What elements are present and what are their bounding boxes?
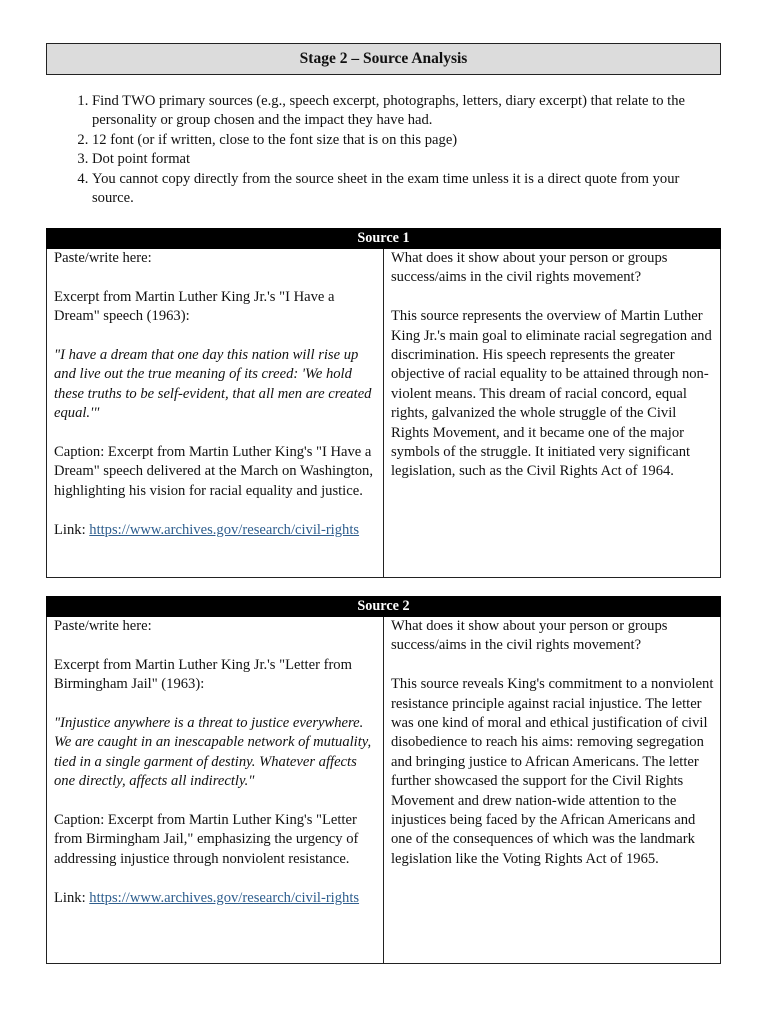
link-label: Link:	[54, 521, 90, 538]
instructions-list	[54, 92, 724, 208]
analysis-question: What does it show about your person or groups success/aims in the civil rights movement?	[391, 618, 668, 654]
analysis-answer: This source reveals King's commitment to a nonviolent resistance principle against racial injustice. The letter was one kind of moral and ethical justification of civil disobedience to reach his aims: removing segregation and bringing justice to African Americans. The letter further showcased the support for the Civil Rights Movement and drew nation-wide attention to the injustices being faced by the African Americans and one of the consequences of which was the landmark legislation like the Voting Rights Act of 1965.	[391, 676, 714, 867]
source-link-line	[54, 521, 377, 540]
source-1-table	[46, 228, 721, 578]
excerpt-caption: Caption: Excerpt from Martin Luther King's "Letter from Birmingham Jail," emphasizing the urgency of addressing injustice through nonviolent resistance.	[54, 812, 359, 867]
source-1-paste-cell	[47, 249, 384, 578]
source-link-line	[54, 889, 377, 908]
excerpt-caption: Caption: Excerpt from Martin Luther King's "I Have a Dream" speech delivered at the March on Washington, highlighting his vision for racial equality and justice.	[54, 444, 373, 499]
page-title	[46, 43, 721, 75]
source-1-header: Source 1	[47, 229, 721, 249]
instruction-item: 1. Find TWO primary sources (e.g., speech excerpt, photographs, letters, diary excerpt) that relate to the personality or group chosen and the impact they have had.	[92, 92, 724, 131]
source-1-analysis-cell	[384, 249, 721, 578]
excerpt-title: Excerpt from Martin Luther King Jr.'s "Letter from Birmingham Jail" (1963):	[54, 656, 352, 693]
excerpt-quote: "I have a dream that one day this nation will rise up and live out the true meaning of its creed: 'We hold these truths to be self-evident, that all men are created equal.'"	[54, 347, 372, 422]
source-2-analysis-cell	[384, 617, 721, 964]
source-2-header: Source 2	[47, 597, 721, 617]
source-link[interactable]: https://www.archives.gov/research/civil-rights	[89, 521, 360, 538]
link-label: Link:	[54, 889, 90, 906]
paste-label: Paste/write here:	[54, 250, 152, 266]
instruction-item: 3. Dot point format	[92, 150, 724, 169]
source-2-paste-cell	[47, 617, 384, 964]
analysis-question: What does it show about your person or groups success/aims in the civil rights movement?	[391, 250, 668, 286]
analysis-answer: This source represents the overview of Martin Luther King Jr.'s main goal to eliminate racial segregation and discrimination. His speech represents the greater objective of racial equality to be attained through non-violent means. This dream of racial concord, equal rights, galvanized the whole struggle of the Civil Rights Movement, and it became one of the major symbols of the struggle. It initiated very significant legislation, such as the Civil Rights Act of 1964.	[391, 308, 712, 480]
instruction-item: 4. You cannot copy directly from the source sheet in the exam time unless it is a direct quote from your source.	[92, 170, 724, 209]
source-2-table	[46, 596, 721, 964]
page-title-text: Stage 2 – Source Analysis	[299, 50, 468, 68]
instruction-item: 2. 12 font (or if written, close to the font size that is on this page)	[92, 131, 724, 150]
excerpt-quote: "Injustice anywhere is a threat to justice everywhere. We are caught in an inescapable network of mutuality, tied in a single garment of destiny. Whatever affects one directly, affects all indirectly."	[54, 715, 372, 790]
excerpt-title: Excerpt from Martin Luther King Jr.'s "I Have a Dream" speech (1963):	[54, 288, 335, 325]
paste-label: Paste/write here:	[54, 618, 152, 634]
source-link[interactable]: https://www.archives.gov/research/civil-rights	[89, 889, 360, 906]
